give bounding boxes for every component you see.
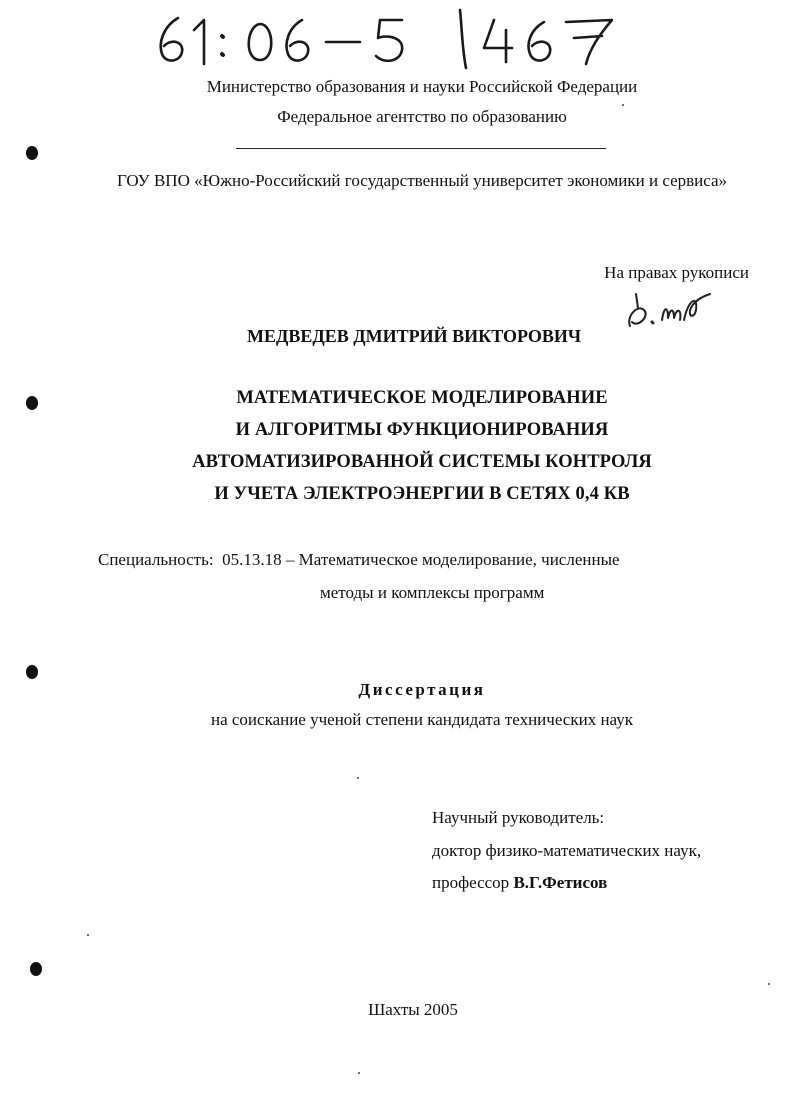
supervisor-name: В.Г.Фетисов bbox=[513, 873, 608, 892]
manuscript-rights-label: На правах рукописи bbox=[604, 263, 749, 282]
degree-sought: на соискание ученой степени кандидата технических наук bbox=[210, 710, 633, 729]
author-name: МЕДВЕДЕВ ДМИТРИЙ ВИКТОРОВИЧ bbox=[247, 326, 582, 346]
binding-hole-mark bbox=[26, 146, 38, 160]
handwritten-archive-number bbox=[150, 8, 630, 70]
city-year: Шахты 2005 bbox=[368, 1000, 458, 1019]
header-divider bbox=[236, 148, 606, 149]
specialty-label: Специальность: bbox=[98, 550, 214, 569]
binding-hole-mark bbox=[26, 665, 38, 679]
dissertation-title bbox=[0, 382, 796, 510]
title-line: МАТЕМАТИЧЕСКОЕ МОДЕЛИРОВАНИЕ bbox=[236, 388, 608, 408]
specialty-code: 05.13.18 bbox=[222, 550, 282, 569]
scan-speck bbox=[357, 777, 359, 779]
scan-speck bbox=[87, 934, 89, 936]
ministry-name: Министерство образования и науки Российской Федерации bbox=[206, 77, 638, 96]
binding-hole-mark bbox=[30, 962, 42, 976]
author-signature bbox=[622, 286, 722, 334]
supervisor-label: Научный руководитель: bbox=[432, 808, 605, 827]
scan-speck bbox=[622, 104, 624, 106]
supervisor-title-line bbox=[432, 872, 607, 894]
supervisor-degree: доктор физико-математических наук, bbox=[432, 841, 702, 860]
university-name: ГОУ ВПО «Южно-Российский государственный университет экономики и сервиса» bbox=[116, 171, 728, 190]
specialty-line1 bbox=[98, 549, 620, 571]
specialty-name-part1: – Математическое моделирование, численные bbox=[285, 550, 620, 569]
binding-hole-mark bbox=[26, 396, 38, 410]
specialty-name-part2: методы и комплексы программ bbox=[320, 583, 545, 602]
scan-speck bbox=[768, 983, 770, 985]
agency-name: Федеральное агентство по образованию bbox=[277, 107, 567, 126]
title-line: И АЛГОРИТМЫ ФУНКЦИОНИРОВАНИЯ bbox=[235, 420, 609, 440]
title-line: И УЧЕТА ЭЛЕКТРОЭНЕРГИИ В СЕТЯХ 0,4 КВ bbox=[214, 484, 630, 504]
supervisor-title: профессор bbox=[432, 873, 510, 892]
document-type: Диссертация bbox=[358, 680, 486, 699]
title-line: АВТОМАТИЗИРОВАННОЙ СИСТЕМЫ КОНТРОЛЯ bbox=[192, 452, 652, 472]
scan-speck bbox=[358, 1072, 360, 1074]
